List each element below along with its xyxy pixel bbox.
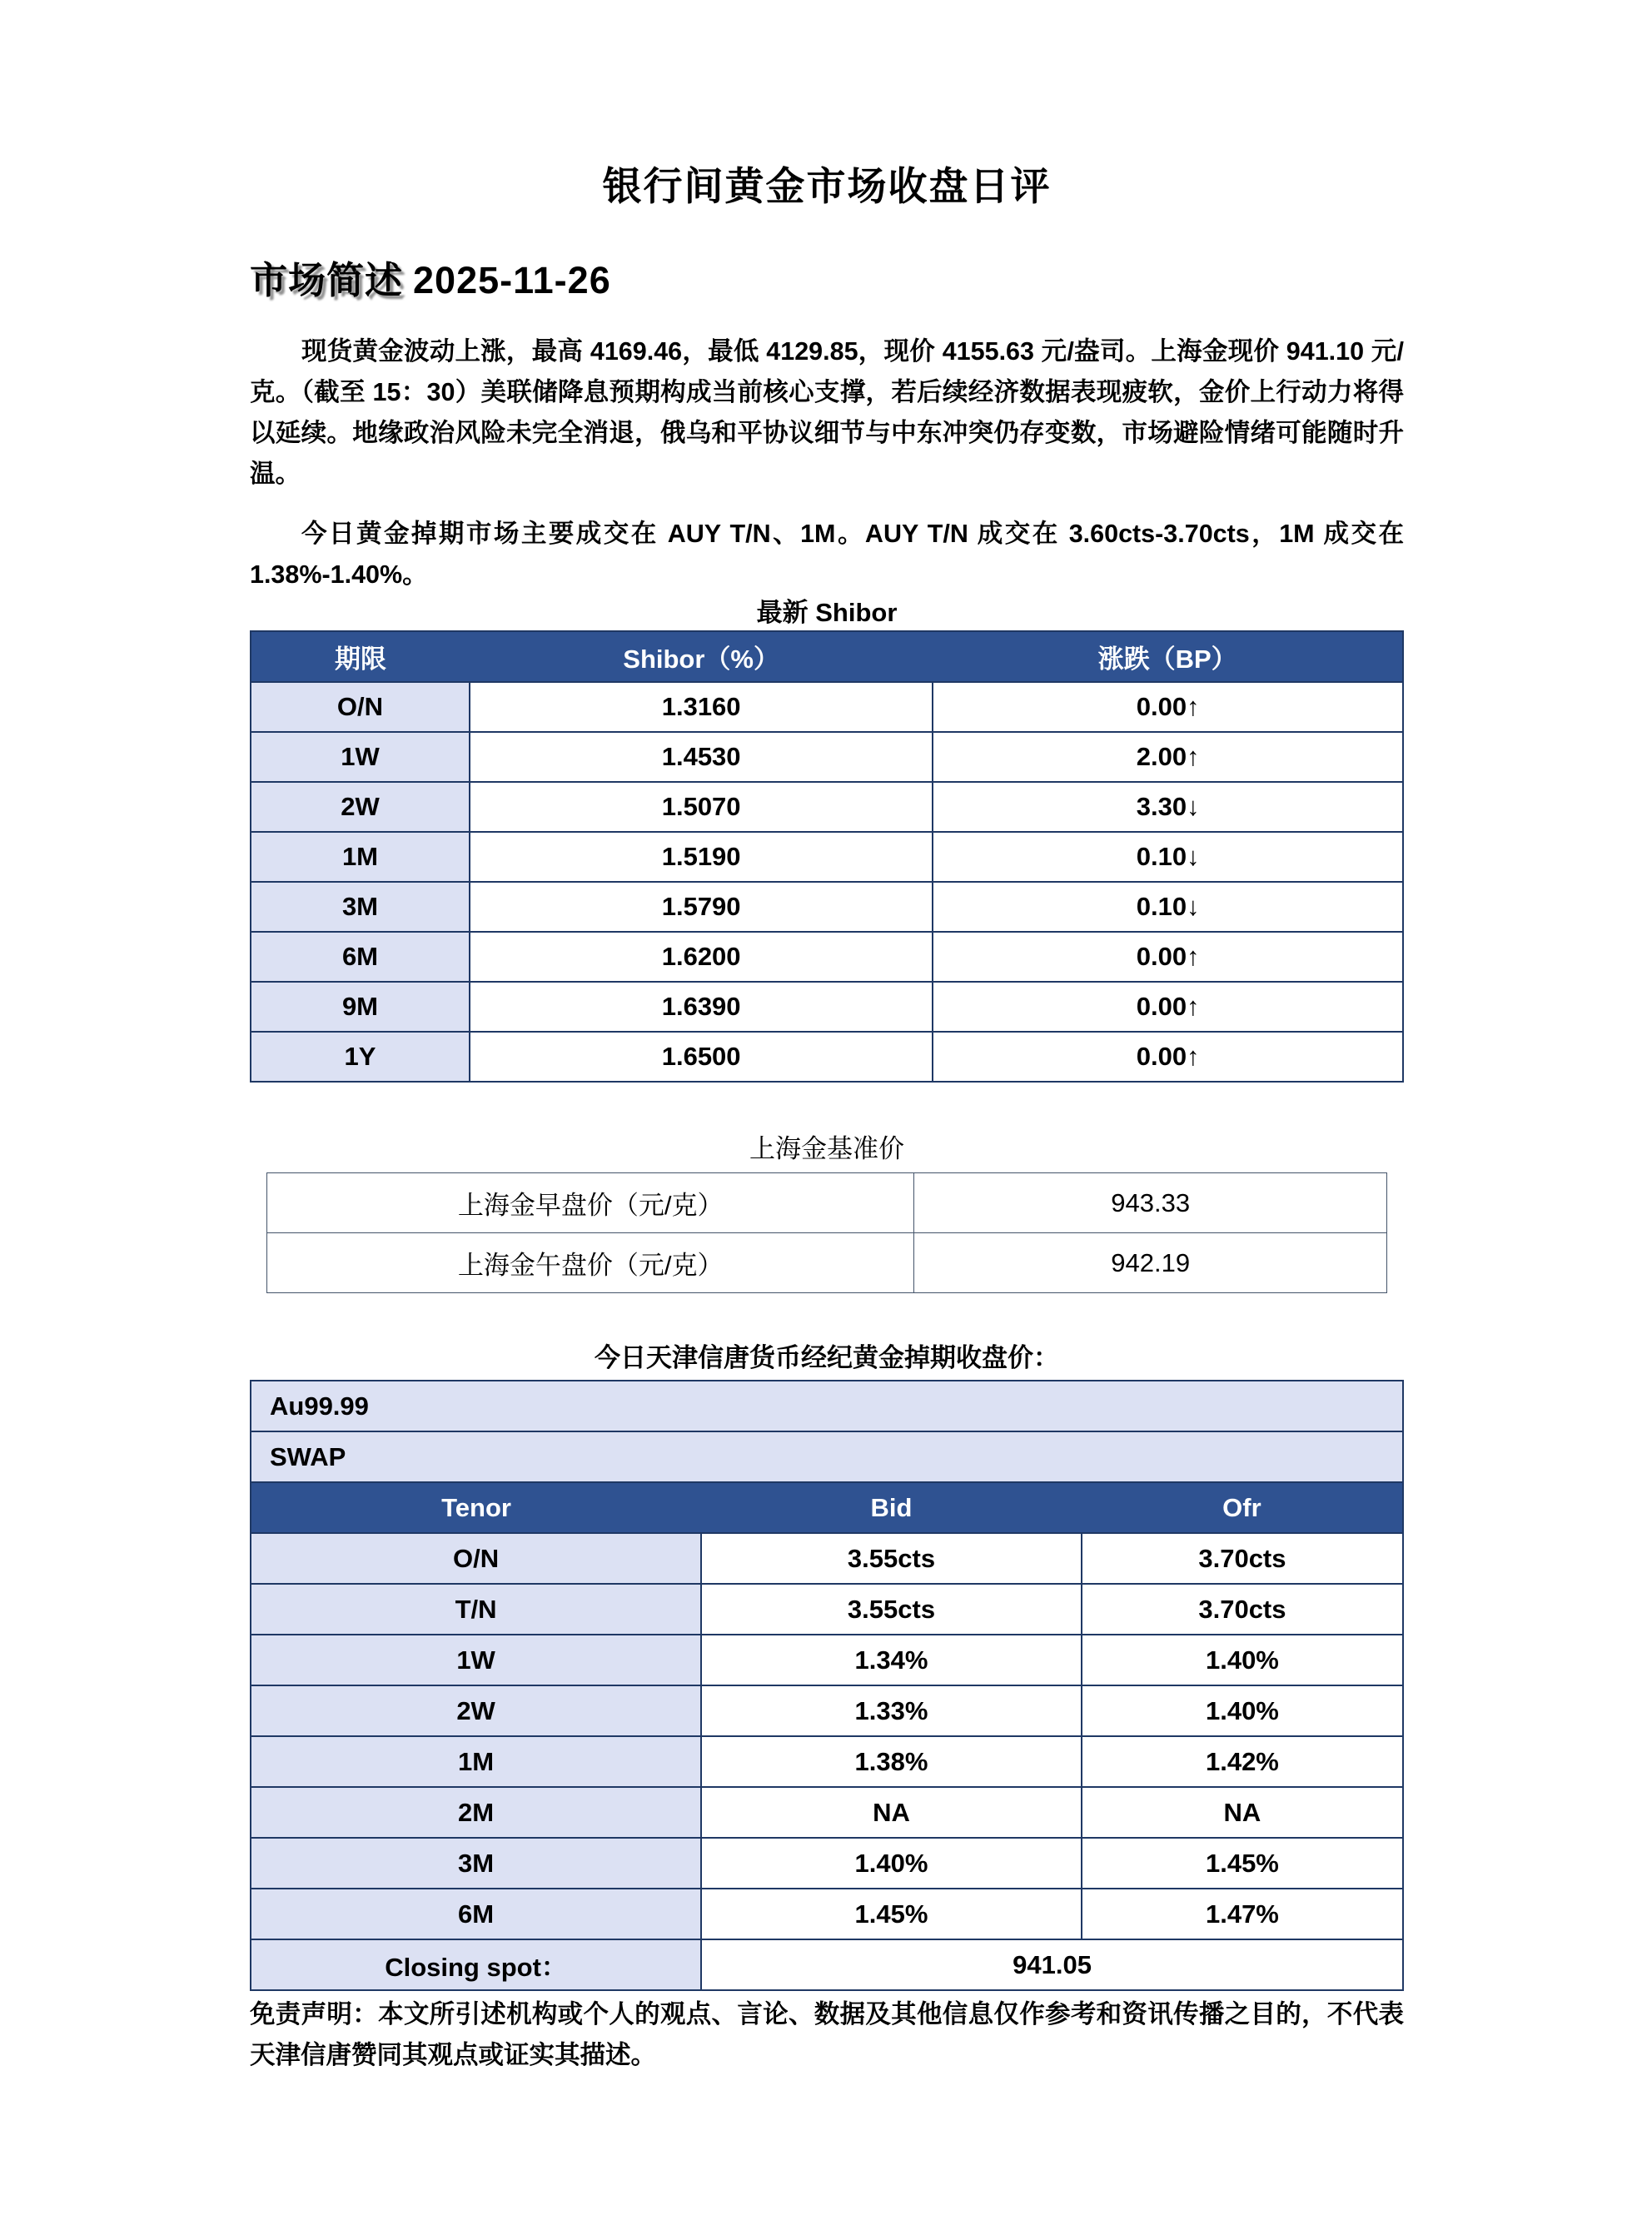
section-heading <box>250 258 1404 303</box>
shibor-table-header <box>251 631 1403 682</box>
shanghai-gold-table <box>266 1172 1387 1293</box>
tenor-cell: 3M <box>251 882 470 932</box>
report-date: 2025-11-26 <box>413 259 611 301</box>
tenor-cell: 9M <box>251 982 470 1032</box>
table-row <box>251 732 1403 782</box>
table-row <box>251 1584 1403 1635</box>
tenor-cell: 2W <box>251 782 470 832</box>
shibor-rate-cell: 1.6390 <box>470 982 933 1032</box>
price-label-cell: 上海金早盘价（元/克） <box>267 1173 914 1233</box>
bid-cell: 1.34% <box>701 1635 1082 1685</box>
table-row <box>251 1889 1403 1939</box>
bp-change-cell: 3.30↓ <box>933 782 1403 832</box>
bid-cell: 1.33% <box>701 1685 1082 1736</box>
tenor-cell: O/N <box>251 682 470 732</box>
header-row <box>251 1482 1403 1533</box>
swap-table-footer <box>251 1939 1403 1990</box>
disclaimer-text: 免责声明：本文所引述机构或个人的观点、言论、数据及其他信息仅作参考和资讯传播之目的，不代表天津信唐赞同其观点或证实其描述。 <box>250 2000 1404 2069</box>
ofr-cell: 3.70cts <box>1082 1584 1403 1635</box>
tenor-cell: 1M <box>251 1736 701 1787</box>
tenor-cell: 1W <box>251 732 470 782</box>
price-value-cell: 943.33 <box>914 1173 1387 1233</box>
bid-cell: NA <box>701 1787 1082 1838</box>
bid-column-header: Bid <box>701 1482 1082 1533</box>
table-row <box>251 1381 1403 1431</box>
table-row <box>251 1533 1403 1584</box>
table-row <box>251 1838 1403 1889</box>
shibor-table <box>250 630 1404 1083</box>
bp-change-cell: 0.00↑ <box>933 682 1403 732</box>
header-row <box>251 631 1403 682</box>
bp-change-cell: 0.00↑ <box>933 1032 1403 1082</box>
swap-table-caption: 今日天津信唐货币经纪黄金掉期收盘价： <box>595 1343 1059 1372</box>
shibor-rate-cell: 1.3160 <box>470 682 933 732</box>
bp-change-cell: 0.00↑ <box>933 982 1403 1032</box>
shibor-rate-cell: 1.5190 <box>470 832 933 882</box>
table-row <box>251 832 1403 882</box>
table-row <box>251 982 1403 1032</box>
table-row <box>251 1431 1403 1482</box>
tenor-cell: 1W <box>251 1635 701 1685</box>
swap-table-group-rows <box>251 1381 1403 1482</box>
tenor-column-header: 期限 <box>251 631 470 682</box>
tenor-cell: 2M <box>251 1787 701 1838</box>
table-row <box>251 1635 1403 1685</box>
bid-cell: 3.55cts <box>701 1584 1082 1635</box>
bp-change-cell: 2.00↑ <box>933 732 1403 782</box>
ofr-cell: 1.47% <box>1082 1889 1403 1939</box>
tenor-cell: 6M <box>251 1889 701 1939</box>
table-row <box>267 1173 1387 1233</box>
closing-spot-row <box>251 1939 1403 1990</box>
shibor-rate-column-header: Shibor（%） <box>470 631 933 682</box>
table-row <box>251 1032 1403 1082</box>
table-row <box>251 682 1403 732</box>
swap-table-header <box>251 1482 1403 1533</box>
shibor-rate-cell: 1.5070 <box>470 782 933 832</box>
table-row <box>251 932 1403 982</box>
ofr-cell: 1.42% <box>1082 1736 1403 1787</box>
closing-spot-label-cell: Closing spot： <box>251 1939 701 1990</box>
bid-cell: 1.45% <box>701 1889 1082 1939</box>
ofr-column-header: Ofr <box>1082 1482 1403 1533</box>
page-title: 银行间黄金市场收盘日评 <box>602 164 1052 208</box>
tenor-cell: 1M <box>251 832 470 882</box>
bp-change-cell: 0.10↓ <box>933 882 1403 932</box>
shibor-rate-cell: 1.6500 <box>470 1032 933 1082</box>
bp-change-column-header: 涨跌（BP） <box>933 631 1403 682</box>
bp-change-cell: 0.00↑ <box>933 932 1403 982</box>
closing-spot-value-cell: 941.05 <box>701 1939 1403 1990</box>
paragraph-market-summary: 现货黄金波动上涨，最高 4169.46，最低 4129.85，现价 4155.63 元/盎司。上海金现价 941.10 元/克。（截至 15：30）美联储降息预期构成当前核心支撑，若后续经济数据表现疲软，金价上行动力将得以延续。地缘政治风险未完全消退，俄乌和平协议细节与中东冲突仍存变数，市场避险情绪可能随时升温。 <box>250 337 1404 488</box>
shanghai-gold-table-caption: 上海金基准价 <box>749 1134 904 1163</box>
shibor-rate-cell: 1.6200 <box>470 932 933 982</box>
table-row <box>251 1736 1403 1787</box>
shibor-table-body <box>251 682 1403 1082</box>
tenor-cell: 2W <box>251 1685 701 1736</box>
table-row <box>251 782 1403 832</box>
ofr-cell: 1.40% <box>1082 1685 1403 1736</box>
instrument-cell: Au99.99 <box>251 1381 1403 1431</box>
gold-swap-table <box>250 1380 1404 1991</box>
table-row <box>267 1233 1387 1293</box>
ofr-cell: 3.70cts <box>1082 1533 1403 1584</box>
table-row <box>251 882 1403 932</box>
product-type-cell: SWAP <box>251 1431 1403 1482</box>
section-heading-label: 市场简述 <box>250 259 404 301</box>
bid-cell: 1.38% <box>701 1736 1082 1787</box>
tenor-cell: 3M <box>251 1838 701 1889</box>
bid-cell: 1.40% <box>701 1838 1082 1889</box>
bid-cell: 3.55cts <box>701 1533 1082 1584</box>
swap-table-body <box>251 1533 1403 1939</box>
shibor-table-caption: 最新 Shibor <box>756 598 898 627</box>
tenor-cell: O/N <box>251 1533 701 1584</box>
ofr-cell: 1.40% <box>1082 1635 1403 1685</box>
tenor-cell: 1Y <box>251 1032 470 1082</box>
ofr-cell: 1.45% <box>1082 1838 1403 1889</box>
tenor-cell: 6M <box>251 932 470 982</box>
tenor-cell: T/N <box>251 1584 701 1635</box>
tenor-column-header: Tenor <box>251 1482 701 1533</box>
table-row <box>251 1685 1403 1736</box>
price-label-cell: 上海金午盘价（元/克） <box>267 1233 914 1293</box>
shibor-rate-cell: 1.4530 <box>470 732 933 782</box>
paragraph-swap-activity: 今日黄金掉期市场主要成交在 AUY T/N、1M。AUY T/N 成交在 3.60cts-3.70cts，1M 成交在 1.38%-1.40%。 <box>250 520 1404 589</box>
price-value-cell: 942.19 <box>914 1233 1387 1293</box>
ofr-cell: NA <box>1082 1787 1403 1838</box>
bp-change-cell: 0.10↓ <box>933 832 1403 882</box>
table-row <box>251 1787 1403 1838</box>
shibor-rate-cell: 1.5790 <box>470 882 933 932</box>
shanghai-gold-table-body <box>267 1173 1387 1293</box>
